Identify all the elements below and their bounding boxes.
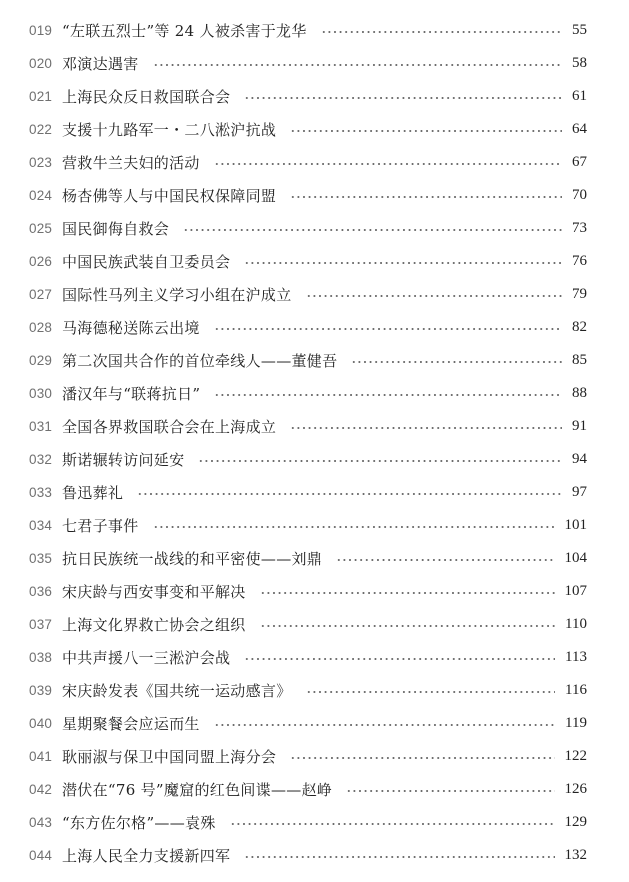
entry-number: 033 — [29, 485, 53, 500]
entry-number: 023 — [29, 155, 53, 170]
entry-number: 040 — [29, 716, 53, 731]
table-of-contents — [0, 14, 629, 872]
entry-page-number: 119 — [565, 715, 587, 731]
entry-page-number: 88 — [572, 385, 587, 401]
toc-entry[interactable] — [0, 476, 629, 509]
dot-leader — [137, 493, 562, 495]
entry-page-number: 55 — [572, 22, 587, 38]
entry-title: “左联五烈士”等 24 人被杀害于龙华 — [62, 22, 307, 40]
dot-leader — [214, 724, 555, 726]
entry-page-number: 70 — [572, 187, 587, 203]
entry-page-number: 126 — [564, 781, 587, 797]
entry-page-number: 58 — [572, 55, 587, 71]
entry-page-number: 110 — [565, 616, 587, 632]
dot-leader — [260, 592, 555, 594]
dot-leader — [198, 460, 562, 462]
toc-entry[interactable] — [0, 806, 629, 839]
dot-leader — [214, 394, 562, 396]
toc-entry[interactable] — [0, 212, 629, 245]
entry-number: 028 — [29, 320, 53, 335]
entry-title: 抗日民族统一战线的和平密使——刘鼎 — [62, 550, 323, 568]
entry-page-number: 61 — [572, 88, 587, 104]
entry-title: 七君子事件 — [62, 517, 139, 535]
dot-leader — [244, 97, 562, 99]
entry-title: 营救牛兰夫妇的活动 — [62, 154, 200, 172]
toc-entry[interactable] — [0, 14, 629, 47]
entry-number: 029 — [29, 353, 53, 368]
entry-number: 034 — [29, 518, 53, 533]
entry-page-number: 97 — [572, 484, 587, 500]
toc-entry[interactable] — [0, 179, 629, 212]
entry-number: 021 — [29, 89, 53, 104]
entry-number: 031 — [29, 419, 53, 434]
toc-entry[interactable] — [0, 839, 629, 872]
entry-number: 042 — [29, 782, 53, 797]
toc-entry[interactable] — [0, 740, 629, 773]
entry-page-number: 129 — [564, 814, 587, 830]
entry-number: 032 — [29, 452, 53, 467]
entry-number: 036 — [29, 584, 53, 599]
dot-leader — [290, 427, 562, 429]
dot-leader — [290, 757, 554, 759]
entry-title: 潘汉年与“联蒋抗日” — [62, 385, 201, 403]
entry-page-number: 113 — [565, 649, 587, 665]
toc-entry[interactable] — [0, 146, 629, 179]
dot-leader — [153, 526, 555, 528]
toc-entry[interactable] — [0, 707, 629, 740]
entry-page-number: 73 — [572, 220, 587, 236]
dot-leader — [306, 295, 562, 297]
dot-leader — [351, 361, 562, 363]
toc-entry[interactable] — [0, 278, 629, 311]
toc-entry[interactable] — [0, 542, 629, 575]
toc-entry[interactable] — [0, 311, 629, 344]
toc-entry[interactable] — [0, 47, 629, 80]
entry-title: 耿丽淑与保卫中国同盟上海分会 — [62, 748, 277, 766]
entry-page-number: 91 — [572, 418, 587, 434]
entry-number: 026 — [29, 254, 53, 269]
entry-title: 全国各界救国联合会在上海成立 — [62, 418, 277, 436]
entry-page-number: 94 — [572, 451, 587, 467]
toc-entry[interactable] — [0, 80, 629, 113]
dot-leader — [244, 856, 554, 858]
entry-number: 035 — [29, 551, 53, 566]
toc-entry[interactable] — [0, 641, 629, 674]
entry-title: 邓演达遇害 — [62, 55, 139, 73]
entry-title: 杨杏佛等人与中国民权保障同盟 — [62, 187, 277, 205]
toc-entry[interactable] — [0, 443, 629, 476]
dot-leader — [244, 658, 555, 660]
entry-number: 024 — [29, 188, 53, 203]
entry-number: 043 — [29, 815, 53, 830]
entry-page-number: 101 — [564, 517, 587, 533]
dot-leader — [244, 262, 562, 264]
entry-title: 上海民众反日救国联合会 — [62, 88, 231, 106]
entry-page-number: 64 — [572, 121, 587, 137]
dot-leader — [260, 625, 555, 627]
toc-entry[interactable] — [0, 377, 629, 410]
entry-number: 037 — [29, 617, 53, 632]
dot-leader — [230, 823, 555, 825]
entry-title: 星期聚餐会应运而生 — [62, 715, 200, 733]
entry-number: 038 — [29, 650, 53, 665]
entry-title: 第二次国共合作的首位牵线人——董健吾 — [62, 352, 338, 370]
entry-number: 039 — [29, 683, 53, 698]
entry-number: 041 — [29, 749, 53, 764]
toc-entry[interactable] — [0, 245, 629, 278]
entry-title: 潜伏在“76 号”魔窟的红色间谍——赵峥 — [62, 781, 333, 799]
entry-title: 上海文化界救亡协会之组织 — [62, 616, 246, 634]
entry-page-number: 85 — [572, 352, 587, 368]
entry-title: “东方佐尔格”——袁殊 — [62, 814, 216, 832]
dot-leader — [290, 196, 562, 198]
entry-number: 027 — [29, 287, 53, 302]
entry-page-number: 82 — [572, 319, 587, 335]
entry-page-number: 132 — [564, 847, 587, 863]
entry-page-number: 104 — [564, 550, 587, 566]
dot-leader — [346, 790, 554, 792]
entry-title: 中共声援八一三淞沪会战 — [62, 649, 231, 667]
entry-number: 020 — [29, 56, 53, 71]
toc-entry[interactable] — [0, 608, 629, 641]
entry-title: 宋庆龄与西安事变和平解决 — [62, 583, 246, 601]
entry-page-number: 76 — [572, 253, 587, 269]
toc-entry[interactable] — [0, 509, 629, 542]
toc-entry[interactable] — [0, 575, 629, 608]
entry-title: 国民御侮自救会 — [62, 220, 170, 238]
entry-title: 鲁迅葬礼 — [62, 484, 124, 502]
entry-number: 030 — [29, 386, 53, 401]
entry-page-number: 79 — [572, 286, 587, 302]
toc-entry[interactable] — [0, 773, 629, 806]
toc-entry[interactable] — [0, 410, 629, 443]
entry-title: 斯诺辗转访问延安 — [62, 451, 185, 469]
entry-number: 022 — [29, 122, 53, 137]
entry-number: 044 — [29, 848, 53, 863]
dot-leader — [336, 559, 554, 561]
entry-page-number: 116 — [565, 682, 587, 698]
entry-page-number: 122 — [564, 748, 587, 764]
dot-leader — [214, 163, 562, 165]
entry-page-number: 107 — [564, 583, 587, 599]
dot-leader — [290, 130, 562, 132]
dot-leader — [321, 31, 562, 33]
dot-leader — [183, 229, 562, 231]
entry-number: 019 — [29, 23, 53, 38]
entry-title: 宋庆龄发表《国共统一运动感言》 — [62, 682, 292, 700]
entry-title: 马海德秘送陈云出境 — [62, 319, 200, 337]
entry-title: 上海人民全力支援新四军 — [62, 847, 231, 865]
toc-entry[interactable] — [0, 344, 629, 377]
dot-leader — [153, 64, 562, 66]
entry-title: 支援十九路军一・二八淞沪抗战 — [62, 121, 277, 139]
entry-title: 中国民族武装自卫委员会 — [62, 253, 231, 271]
dot-leader — [306, 691, 556, 693]
entry-title: 国际性马列主义学习小组在沪成立 — [62, 286, 292, 304]
toc-entry[interactable] — [0, 674, 629, 707]
dot-leader — [214, 328, 562, 330]
entry-page-number: 67 — [572, 154, 587, 170]
entry-number: 025 — [29, 221, 53, 236]
toc-entry[interactable] — [0, 113, 629, 146]
